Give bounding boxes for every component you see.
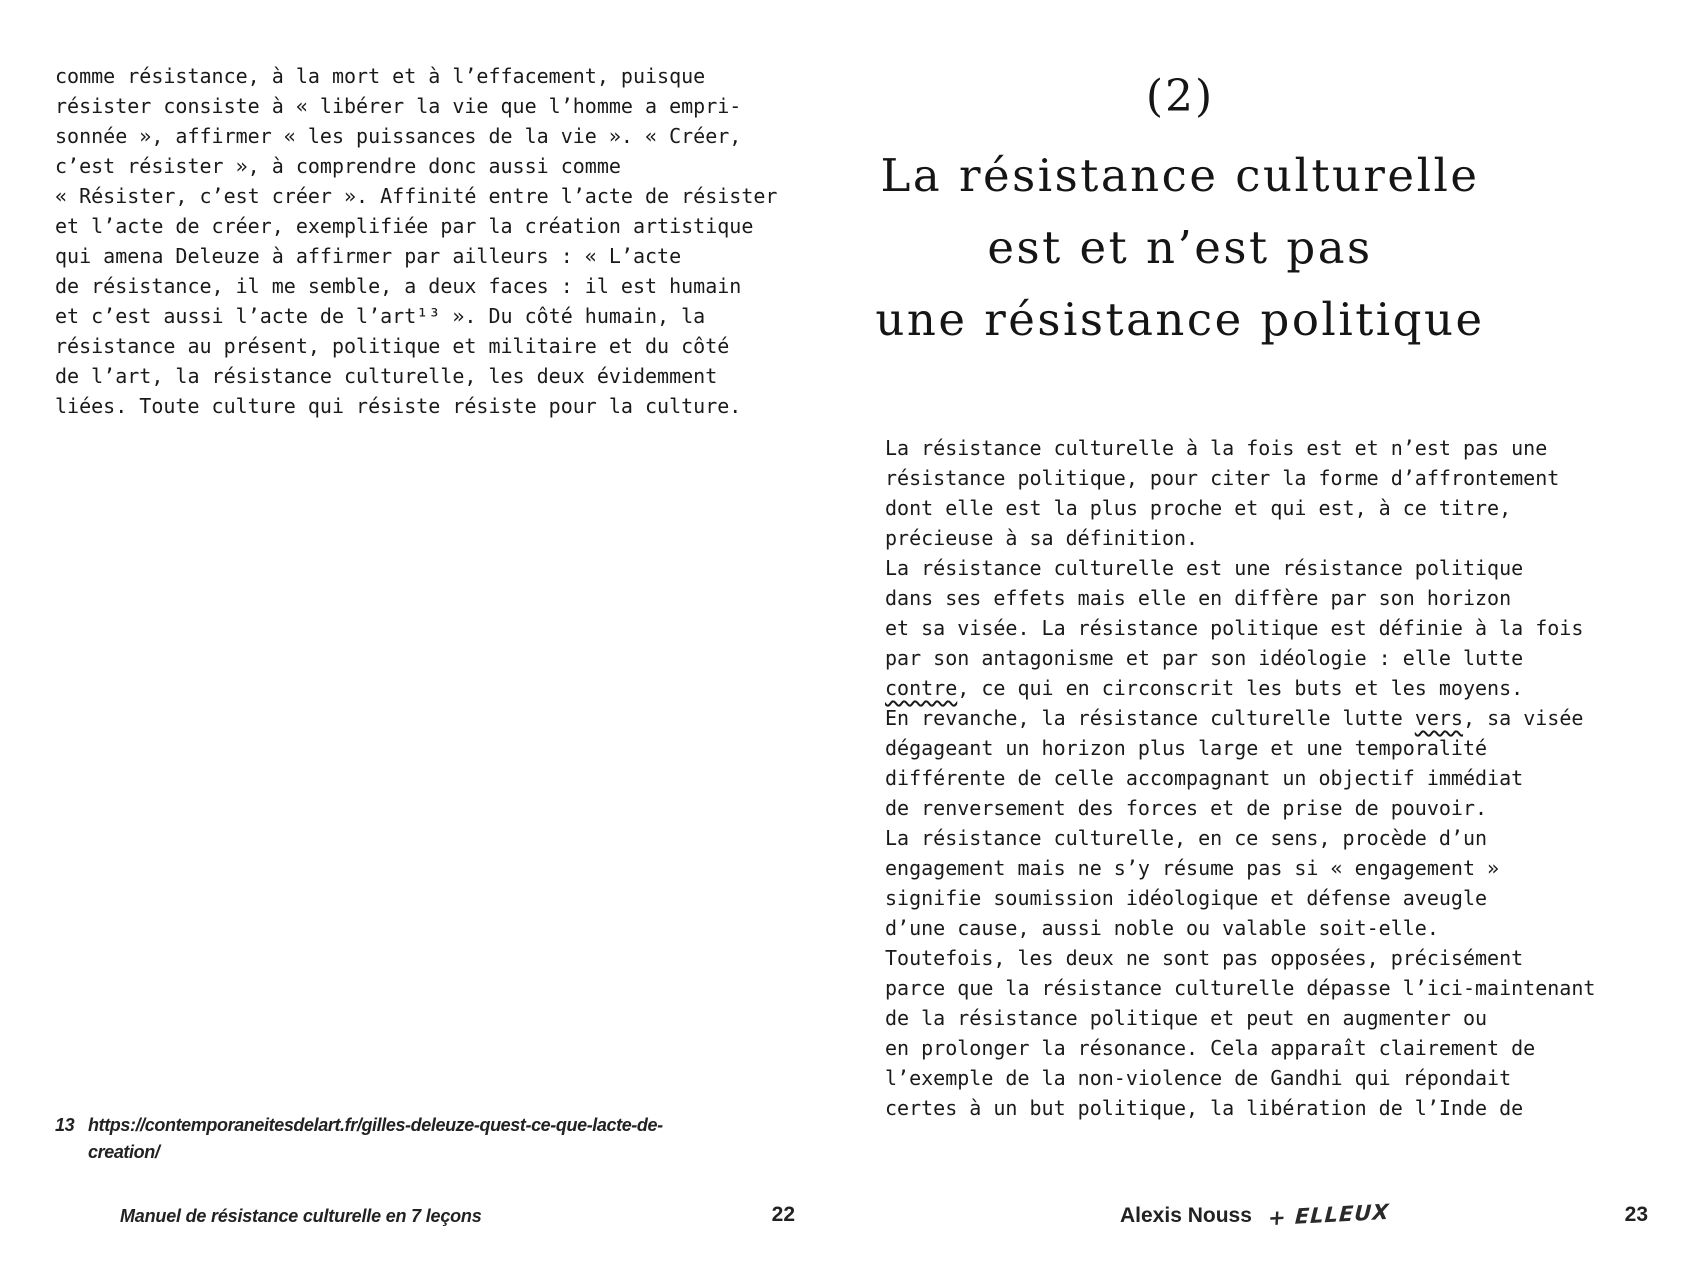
text-segment: en prolonger la résonance. Cela apparaît clairement de bbox=[885, 1036, 1536, 1060]
text-segment: une résistance politique bbox=[875, 293, 1485, 346]
wavy-underlined-word: vers bbox=[1414, 706, 1463, 730]
text-line bbox=[55, 331, 777, 361]
wavy-underlined-word: contre bbox=[885, 676, 958, 700]
running-footer-right bbox=[1120, 1199, 1391, 1231]
text-segment: c’est résister », à comprendre donc aussi comme bbox=[55, 154, 621, 178]
chapter-title bbox=[830, 140, 1530, 356]
text-line bbox=[885, 763, 1595, 793]
text-segment: résister consiste à « libérer la vie que l’homme a empri- bbox=[55, 94, 742, 118]
text-line bbox=[55, 91, 777, 121]
text-line bbox=[885, 1033, 1595, 1063]
text-line bbox=[830, 140, 1530, 212]
text-segment: de résistance, il me semble, a deux faces : il est humain bbox=[55, 274, 742, 298]
text-line bbox=[830, 212, 1530, 284]
text-line bbox=[885, 883, 1595, 913]
text-segment: sonnée », affirmer « les puissances de la vie ». « Créer, bbox=[55, 124, 742, 148]
footnote bbox=[55, 1112, 663, 1166]
text-segment: La résistance culturelle à la fois est et n’est pas une bbox=[885, 436, 1548, 460]
text-line bbox=[885, 583, 1595, 613]
text-segment: En revanche, la résistance culturelle lutte bbox=[885, 706, 1415, 730]
text-line bbox=[55, 241, 777, 271]
text-segment: de la résistance politique et peut en augmenter ou bbox=[885, 1006, 1488, 1030]
text-segment: La résistance culturelle, en ce sens, procède d’un bbox=[885, 826, 1488, 850]
text-line bbox=[885, 613, 1595, 643]
text-segment: de l’art, la résistance culturelle, les deux évidemment bbox=[55, 364, 718, 388]
text-segment: précieuse à sa définition. bbox=[885, 526, 1199, 550]
text-segment: est et n’est pas bbox=[987, 221, 1373, 274]
text-segment: par son antagonisme et par son idéologie : elle lutte bbox=[885, 646, 1524, 670]
page-number-left: 22 bbox=[771, 1203, 795, 1226]
text-segment: https://contemporaneitesdelart.fr/gilles-deleuze-quest-ce-que-lacte-de- bbox=[88, 1115, 663, 1135]
text-line bbox=[830, 284, 1530, 356]
text-line bbox=[885, 733, 1595, 763]
text-segment: creation/ bbox=[88, 1142, 160, 1162]
text-segment: résistance au présent, politique et militaire et du côté bbox=[55, 334, 730, 358]
text-segment: et c’est aussi l’acte de l’art¹³ ». Du côté humain, la bbox=[55, 304, 706, 328]
text-segment: qui amena Deleuze à affirmer par ailleurs : « L’acte bbox=[55, 244, 682, 268]
chapter-heading bbox=[830, 62, 1530, 356]
text-segment: de renversement des forces et de prise de pouvoir. bbox=[885, 796, 1488, 820]
text-line bbox=[885, 1093, 1595, 1123]
text-line bbox=[55, 61, 777, 91]
text-line bbox=[55, 121, 777, 151]
text-line bbox=[55, 301, 777, 331]
text-line bbox=[885, 943, 1595, 973]
right-page-body bbox=[885, 433, 1595, 1123]
text-line bbox=[885, 973, 1595, 1003]
text-segment: liées. Toute culture qui résiste résiste pour la culture. bbox=[55, 394, 742, 418]
text-line bbox=[55, 361, 777, 391]
text-segment: et sa visée. La résistance politique est définie à la fois bbox=[885, 616, 1584, 640]
text-segment: résistance politique, pour citer la forme d’affrontement bbox=[885, 466, 1560, 490]
running-book-title: Manuel de résistance culturelle en 7 leçons bbox=[120, 1206, 482, 1226]
text-line bbox=[885, 913, 1595, 943]
text-line bbox=[55, 391, 777, 421]
handwritten-annotation: + ELLEUX bbox=[1267, 1199, 1391, 1231]
running-author: Alexis Nouss bbox=[1120, 1204, 1252, 1227]
text-segment: Toutefois, les deux ne sont pas opposées, précisément bbox=[885, 946, 1524, 970]
text-line bbox=[885, 703, 1595, 733]
chapter-number: (2) bbox=[1145, 71, 1215, 122]
text-segment: dans ses effets mais elle en diffère par son horizon bbox=[885, 586, 1512, 610]
footnote-url bbox=[88, 1112, 663, 1166]
text-line bbox=[55, 271, 777, 301]
text-segment: signifie soumission idéologique et défense aveugle bbox=[885, 886, 1488, 910]
text-segment: , sa visée bbox=[1462, 706, 1584, 730]
text-segment: d’une cause, aussi noble ou valable soit-elle. bbox=[885, 916, 1439, 940]
text-line bbox=[885, 853, 1595, 883]
text-line bbox=[885, 493, 1595, 523]
text-segment: La résistance culturelle bbox=[880, 149, 1480, 202]
page-number-right: 23 bbox=[1624, 1203, 1648, 1226]
text-line bbox=[885, 463, 1595, 493]
footnote-number: 13 bbox=[55, 1115, 75, 1135]
text-segment: dont elle est la plus proche et qui est, à ce titre, bbox=[885, 496, 1512, 520]
text-segment: parce que la résistance culturelle dépasse l’ici-maintenant bbox=[885, 976, 1596, 1000]
text-segment: La résistance culturelle est une résistance politique bbox=[885, 556, 1524, 580]
text-segment: certes à un but politique, la libération de l’Inde de bbox=[885, 1096, 1524, 1120]
text-segment: et l’acte de créer, exemplifiée par la création artistique bbox=[55, 214, 754, 238]
text-line bbox=[885, 793, 1595, 823]
text-line bbox=[885, 1003, 1595, 1033]
text-line bbox=[55, 151, 777, 181]
text-segment: comme résistance, à la mort et à l’effacement, puisque bbox=[55, 64, 706, 88]
text-line bbox=[885, 523, 1595, 553]
text-line bbox=[885, 553, 1595, 583]
text-segment: dégageant un horizon plus large et une temporalité bbox=[885, 736, 1488, 760]
text-segment: , ce qui en circonscrit les buts et les moyens. bbox=[957, 676, 1524, 700]
text-line bbox=[55, 181, 777, 211]
text-line bbox=[88, 1112, 663, 1139]
text-segment: différente de celle accompagnant un objectif immédiat bbox=[885, 766, 1524, 790]
text-line bbox=[885, 823, 1595, 853]
text-line bbox=[885, 643, 1595, 673]
left-page-body bbox=[55, 61, 777, 421]
text-line bbox=[885, 673, 1595, 703]
text-line bbox=[55, 211, 777, 241]
text-segment: engagement mais ne s’y résume pas si « engagement » bbox=[885, 856, 1500, 880]
text-segment: « Résister, c’est créer ». Affinité entre l’acte de résister bbox=[55, 184, 778, 208]
text-line bbox=[885, 1063, 1595, 1093]
text-segment: l’exemple de la non-violence de Gandhi qui répondait bbox=[885, 1066, 1512, 1090]
text-line bbox=[885, 433, 1595, 463]
text-line bbox=[88, 1139, 663, 1166]
